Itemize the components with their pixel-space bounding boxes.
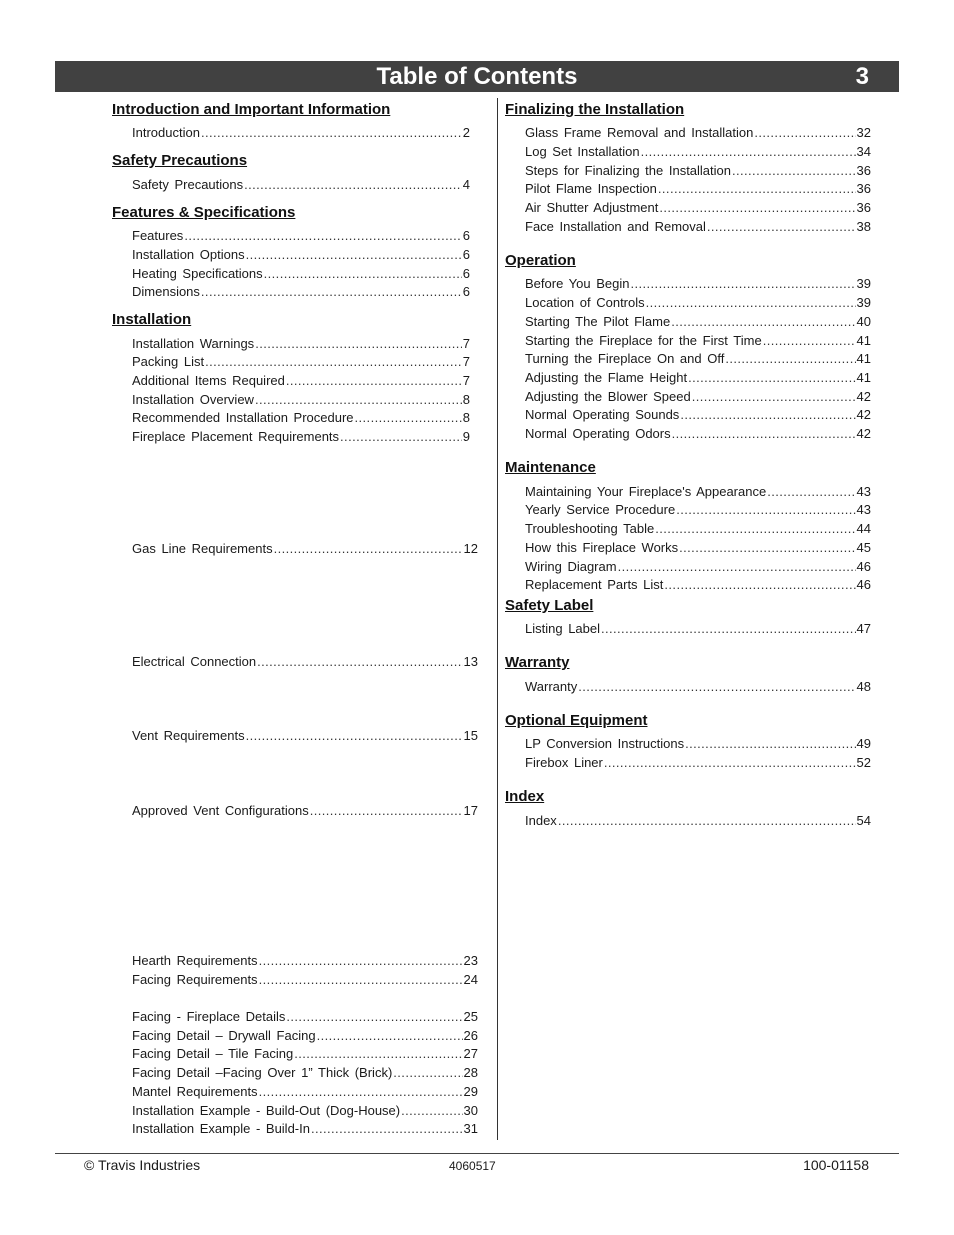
- toc-entry-dimensions[interactable]: Dimensions ..... 6: [132, 283, 470, 301]
- section-title-safety-precautions[interactable]: Safety Precautions: [112, 152, 248, 169]
- toc-entry-flame-height[interactable]: Adjusting the Flame Height ..... 41: [525, 369, 871, 387]
- dot-leader: [259, 1083, 463, 1101]
- dot-leader: [659, 199, 855, 217]
- dot-leader: [259, 971, 463, 989]
- toc-entry-drywall-facing[interactable]: Facing Detail – Drywall Facing ..... 26: [132, 1027, 478, 1045]
- section-title-maintenance[interactable]: Maintenance: [505, 459, 596, 476]
- toc-entry-vent-configurations[interactable]: Approved Vent Configurations ..... 17: [132, 802, 478, 820]
- dot-leader: [401, 1102, 462, 1120]
- toc-entry-before-you-begin[interactable]: Before You Begin ..... 39: [525, 275, 871, 293]
- dot-leader: [601, 620, 856, 638]
- toc-entry-installation-overview[interactable]: Installation Overview ..... 8: [132, 391, 470, 409]
- dot-leader: [286, 1008, 462, 1026]
- section-title-introduction[interactable]: Introduction and Important Information: [112, 101, 391, 118]
- toc-entry-location-of-controls[interactable]: Location of Controls ..... 39: [525, 294, 871, 312]
- dot-leader: [725, 350, 855, 368]
- section-title-features-specifications[interactable]: Features & Specifications: [112, 204, 296, 221]
- toc-entry-recommended-procedure[interactable]: Recommended Installation Procedure ..... 8: [132, 409, 470, 427]
- toc-entry-lp-conversion[interactable]: LP Conversion Instructions ..... 49: [525, 735, 871, 753]
- page-number: 3: [855, 63, 869, 90]
- dot-leader: [658, 180, 856, 198]
- toc-entry-features[interactable]: Features ..... 6: [132, 227, 470, 245]
- dot-leader: [680, 406, 855, 424]
- toc-entry-log-set[interactable]: Log Set Installation ..... 34: [525, 143, 871, 161]
- dot-leader: [259, 952, 463, 970]
- dot-leader: [184, 227, 461, 245]
- dot-leader: [688, 369, 855, 387]
- dot-leader: [355, 409, 462, 427]
- dot-leader: [754, 124, 855, 142]
- toc-entry-operating-sounds[interactable]: Normal Operating Sounds ..... 42: [525, 406, 871, 424]
- dot-leader: [685, 735, 855, 753]
- page-header: [55, 61, 899, 92]
- dot-leader: [664, 576, 855, 594]
- toc-entry-blower-speed[interactable]: Adjusting the Blower Speed ..... 42: [525, 388, 871, 406]
- toc-entry-first-time-start[interactable]: Starting the Fireplace for the First Time ..... 41: [525, 332, 871, 350]
- toc-entry-firebox-liner[interactable]: Firebox Liner ..... 52: [525, 754, 871, 772]
- toc-entry-turning-on-off[interactable]: Turning the Fireplace On and Off ..... 41: [525, 350, 871, 368]
- toc-entry-brick-facing[interactable]: Facing Detail –Facing Over 1” Thick (Brick) ..... 28: [132, 1064, 478, 1082]
- section-title-warranty[interactable]: Warranty: [505, 654, 570, 671]
- footer-rule: [55, 1153, 899, 1154]
- dot-leader: [286, 372, 462, 390]
- toc-entry-appearance[interactable]: Maintaining Your Fireplace's Appearance ..... 43: [525, 483, 871, 501]
- dot-leader: [630, 275, 855, 293]
- dot-leader: [317, 1027, 463, 1045]
- toc-entry-placement-requirements[interactable]: Fireplace Placement Requirements ..... 9: [132, 428, 470, 446]
- dot-leader: [671, 313, 855, 331]
- dot-leader: [763, 332, 856, 350]
- toc-entry-packing-list[interactable]: Packing List ..... 7: [132, 353, 470, 371]
- dot-leader: [201, 283, 462, 301]
- toc-entry-electrical-connection[interactable]: Electrical Connection ..... 13: [132, 653, 478, 671]
- section-title-finalizing[interactable]: Finalizing the Installation: [505, 101, 685, 118]
- footer-company: © Travis Industries: [84, 1157, 201, 1173]
- toc-entry-operating-odors[interactable]: Normal Operating Odors ..... 42: [525, 425, 871, 443]
- dot-leader: [311, 1120, 463, 1138]
- page-title: Table of Contents: [376, 63, 578, 90]
- toc-entry-vent-requirements[interactable]: Vent Requirements ..... 15: [132, 727, 478, 745]
- dot-leader: [264, 265, 462, 283]
- toc-entry-how-it-works[interactable]: How this Fireplace Works ..... 45: [525, 539, 871, 557]
- dot-leader: [244, 176, 462, 194]
- toc-entry-mantel-requirements[interactable]: Mantel Requirements ..... 29: [132, 1083, 478, 1101]
- toc-entry-installation-options[interactable]: Installation Options ..... 6: [132, 246, 470, 264]
- toc-entry-installation-warnings[interactable]: Installation Warnings ..... 7: [132, 335, 470, 353]
- dot-leader: [257, 653, 462, 671]
- toc-entry-glass-frame[interactable]: Glass Frame Removal and Installation ..... 32: [525, 124, 871, 142]
- footer-part-number: 100-01158: [803, 1157, 869, 1173]
- dot-leader: [732, 162, 856, 180]
- toc-entry-index[interactable]: Index ..... 54: [525, 812, 871, 830]
- toc-entry-facing-fireplace-details[interactable]: Facing - Fireplace Details ..... 25: [132, 1008, 478, 1026]
- section-title-index[interactable]: Index: [505, 788, 545, 805]
- dot-leader: [255, 391, 462, 409]
- section-title-safety-label[interactable]: Safety Label: [505, 597, 594, 614]
- dot-leader: [246, 727, 463, 745]
- toc-entry-heating-specifications[interactable]: Heating Specifications ..... 6: [132, 265, 470, 283]
- footer-doc-code: 4060517: [449, 1159, 496, 1173]
- toc-entry-replacement-parts[interactable]: Replacement Parts List ..... 46: [525, 576, 871, 594]
- toc-entry-pilot-flame-inspection[interactable]: Pilot Flame Inspection ..... 36: [525, 180, 871, 198]
- section-title-installation[interactable]: Installation: [112, 311, 192, 328]
- toc-entry-starting-pilot[interactable]: Starting The Pilot Flame ..... 40: [525, 313, 871, 331]
- dot-leader: [672, 425, 856, 443]
- toc-entry-safety-precautions[interactable]: Safety Precautions ..... 4: [132, 176, 470, 194]
- toc-entry-finalizing-steps[interactable]: Steps for Finalizing the Installation ..... 36: [525, 162, 871, 180]
- toc-entry-gas-line[interactable]: Gas Line Requirements ..... 12: [132, 540, 478, 558]
- toc-entry-tile-facing[interactable]: Facing Detail – Tile Facing ..... 27: [132, 1045, 478, 1063]
- dot-leader: [679, 539, 855, 557]
- dot-leader: [767, 483, 855, 501]
- dot-leader: [707, 218, 856, 236]
- toc-entry-face-installation[interactable]: Face Installation and Removal ..... 38: [525, 218, 871, 236]
- dot-leader: [255, 335, 462, 353]
- dot-leader: [692, 388, 856, 406]
- dot-leader: [618, 558, 856, 576]
- dot-leader: [246, 246, 462, 264]
- toc-entry-build-out-example[interactable]: Installation Example - Build-Out (Dog-House) ..... 30: [132, 1102, 478, 1120]
- toc-entry-listing-label[interactable]: Listing Label ..... 47: [525, 620, 871, 638]
- section-title-operation[interactable]: Operation: [505, 252, 576, 269]
- dot-leader: [310, 802, 463, 820]
- dot-leader: [201, 124, 462, 142]
- toc-entry-yearly-service[interactable]: Yearly Service Procedure ..... 43: [525, 501, 871, 519]
- toc-entry-wiring-diagram[interactable]: Wiring Diagram ..... 46: [525, 558, 871, 576]
- dot-leader: [294, 1045, 462, 1063]
- dot-leader: [393, 1064, 462, 1082]
- dot-leader: [604, 754, 856, 772]
- dot-leader: [340, 428, 462, 446]
- section-title-optional-equipment[interactable]: Optional Equipment: [505, 712, 648, 729]
- toc-entry-build-in-example[interactable]: Installation Example - Build-In ..... 31: [132, 1120, 478, 1138]
- dot-leader: [274, 540, 463, 558]
- toc-entry-air-shutter[interactable]: Air Shutter Adjustment ..... 36: [525, 199, 871, 217]
- column-divider: [497, 98, 498, 1140]
- dot-leader: [646, 294, 856, 312]
- toc-entry-facing-requirements[interactable]: Facing Requirements ..... 24: [132, 971, 478, 989]
- dot-leader: [205, 353, 462, 371]
- dot-leader: [655, 520, 855, 538]
- toc-entry-troubleshooting[interactable]: Troubleshooting Table ..... 44: [525, 520, 871, 538]
- dot-leader: [676, 501, 855, 519]
- toc-entry-introduction[interactable]: Introduction ..... 2: [132, 124, 470, 142]
- toc-entry-hearth-requirements[interactable]: Hearth Requirements ..... 23: [132, 952, 478, 970]
- dot-leader: [558, 812, 856, 830]
- toc-entry-warranty[interactable]: Warranty ..... 48: [525, 678, 871, 696]
- dot-leader: [578, 678, 855, 696]
- dot-leader: [641, 143, 856, 161]
- toc-entry-additional-items[interactable]: Additional Items Required ..... 7: [132, 372, 470, 390]
